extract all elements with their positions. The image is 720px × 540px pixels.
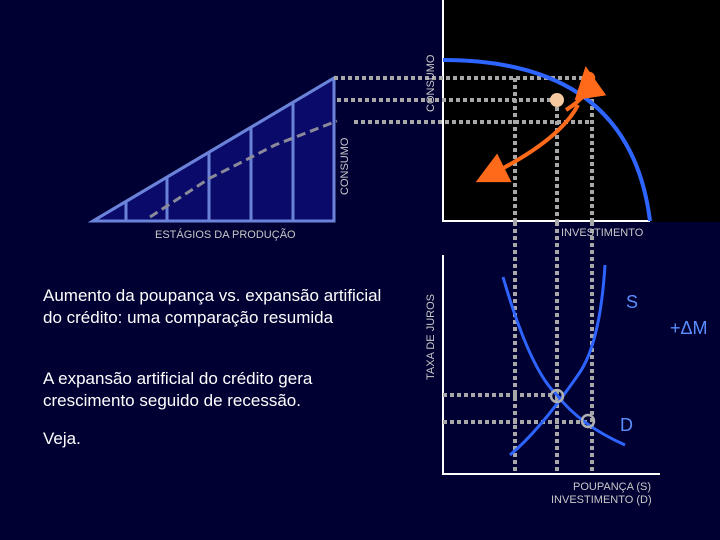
taxa-juros-label: TAXA DE JUROS	[425, 294, 437, 380]
demand-label: D	[620, 415, 633, 435]
investimento-label: INVESTIMENTO	[561, 227, 644, 239]
note-text: Veja.	[43, 429, 81, 448]
x-axis-label-line1: POUPANÇA (S)	[573, 481, 652, 493]
x-axis-label-line2: INVESTIMENTO (D)	[551, 494, 652, 506]
equilibrium-point	[550, 93, 564, 107]
money-expansion-label: +ΔM	[670, 318, 708, 338]
body-paragraph: A expansão artificial do crédito gera crescimento seguido de recessão.	[43, 369, 313, 410]
supply-label: S	[626, 292, 639, 312]
hayekian-triangle	[93, 78, 337, 221]
dotted-guides-bottom	[443, 222, 592, 474]
heading-text: Aumento da poupança vs. expansão artificial do crédito: uma comparação resumida	[43, 286, 382, 327]
consumo-label-right: CONSUMO	[425, 54, 437, 112]
demand-curve	[503, 277, 625, 445]
consumo-label-left: CONSUMO	[339, 137, 351, 195]
stages-label: ESTÁGIOS DA PRODUÇÃO	[155, 229, 296, 241]
ppf-panel	[443, 0, 720, 222]
